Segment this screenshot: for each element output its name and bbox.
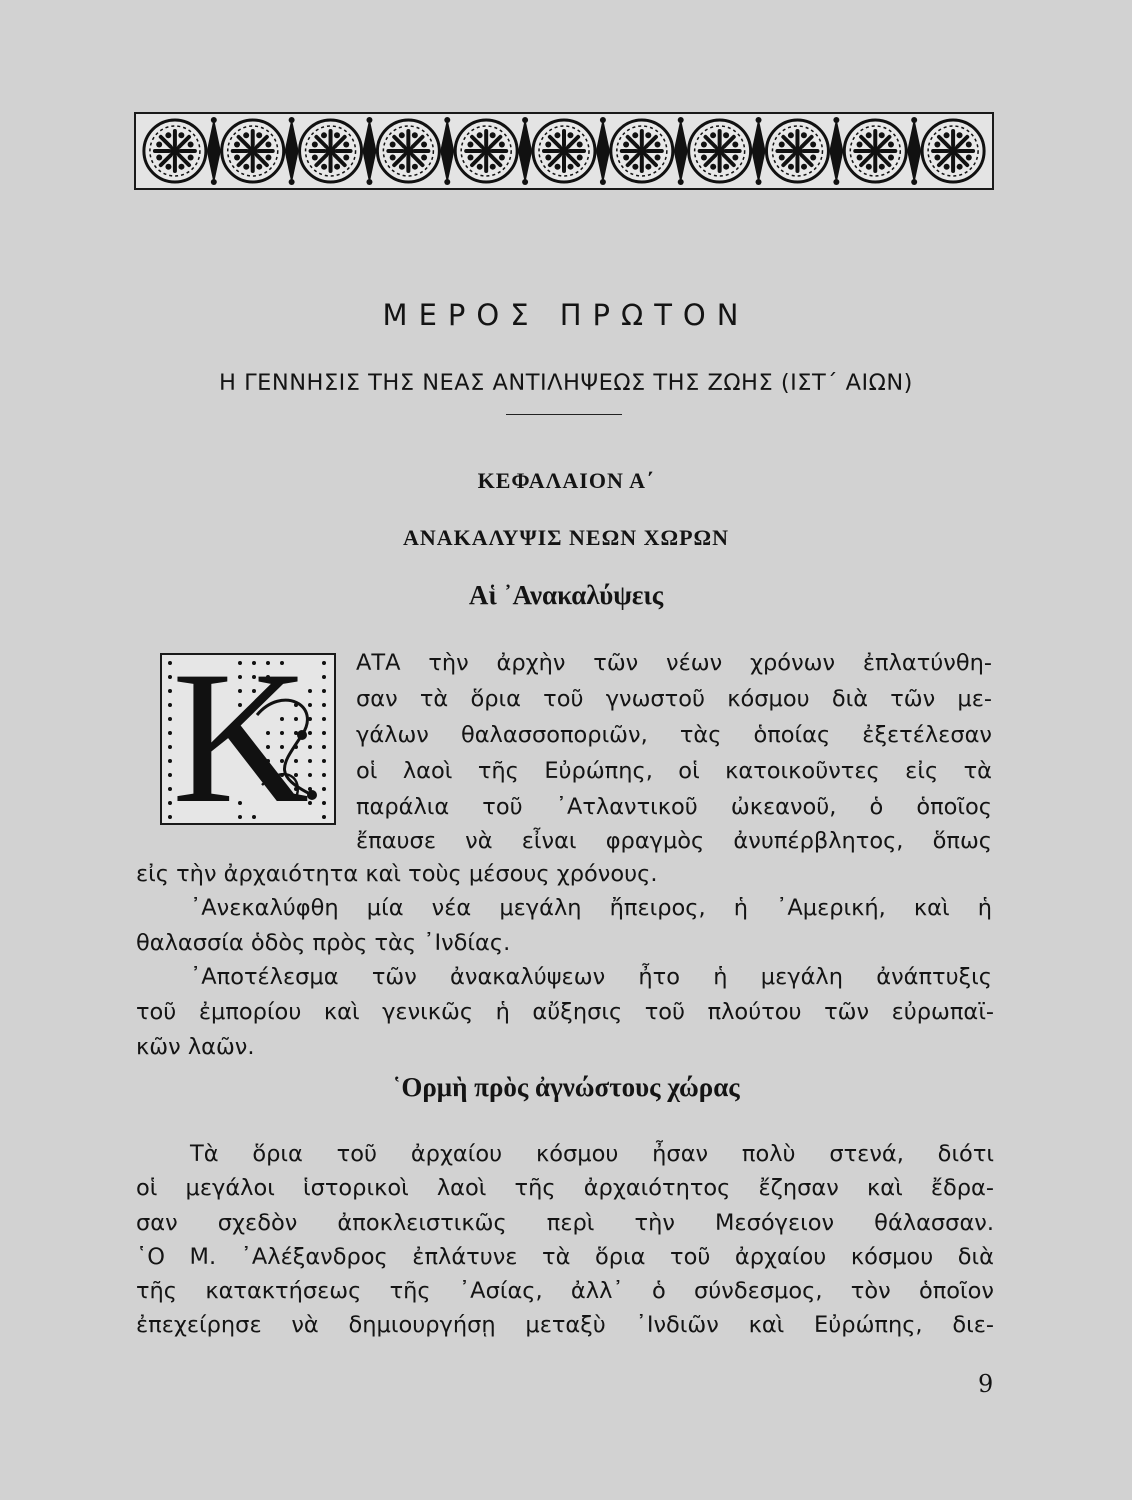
paragraph-line: ᾿Ανεκαλύφθη μία νέα μεγάλη ἤπειρος, ἡ ᾿Αμερική, καὶ ἡ xyxy=(190,895,992,921)
paragraph-line: ΑΤΑ τὴν ἀρχὴν τῶν νέων χρόνων ἐπλατύνθη- xyxy=(356,650,992,676)
page-number: 9 xyxy=(978,1370,994,1398)
paragraph-line: ᾿Αποτέλεσμα τῶν ἀνακαλύψεων ἦτο ἡ μεγάλη ἀνάπτυξις xyxy=(190,964,992,990)
paragraph-line: οἱ λαοὶ τῆς Εὐρώπης, οἱ κατοικοῦντες εἰς τὰ xyxy=(356,758,992,784)
paragraph-line: ἐπεχείρησε νὰ δημιουργήσῃ μεταξὺ ᾿Ινδιῶν καὶ Εὐρώπης, διε- xyxy=(136,1312,994,1338)
paragraph-line: Τὰ ὅρια τοῦ ἀρχαίου κόσμου ἦσαν πολὺ στενά, διότι xyxy=(190,1141,994,1167)
paragraph-line: εἰς τὴν ἀρχαιότητα καὶ τοὺς μέσους χρόνους. xyxy=(136,861,658,887)
paragraph-line: παράλια τοῦ ᾿Ατλαντικοῦ ὠκεανοῦ, ὁ ὁποῖος xyxy=(356,794,992,820)
ornamental-band xyxy=(134,112,994,190)
dropcap-letter: K xyxy=(172,653,310,825)
paragraph-line: τῆς κατακτήσεως τῆς ᾿Ασίας, ἀλλ᾿ ὁ σύνδεσμος, τὸν ὁποῖον xyxy=(136,1278,994,1304)
section-heading-quest: ῾Ορμὴ πρὸς ἀγνώστους χώρας xyxy=(392,1072,740,1102)
paragraph-line: οἱ μεγάλοι ἱστορικοὶ λαοὶ τῆς ἀρχαιότητος ἔζησαν καὶ ἔδρα- xyxy=(136,1175,994,1201)
chapter-title: ΑΝΑΚΑΛΥΨΙΣ ΝΕΩΝ ΧΩΡΩΝ xyxy=(402,525,730,550)
part-title: ΜΕΡΟΣ ΠΡΩΤΟΝ xyxy=(382,298,750,332)
chapter-label: ΚΕΦΑΛΑΙΟΝ Α΄ xyxy=(477,468,655,493)
paragraph-line: τοῦ ἐμπορίου καὶ γενικῶς ἡ αὔξησις τοῦ πλούτου τῶν εὐρωπαϊ- xyxy=(136,999,994,1025)
dropcap-illuminated-letter xyxy=(160,653,336,825)
paragraph-line: κῶν λαῶν. xyxy=(136,1034,255,1060)
divider-rule xyxy=(506,414,622,415)
paragraph-line: θαλασσία ὁδὸς πρὸς τὰς ᾿Ινδίας. xyxy=(136,930,511,956)
paragraph-line: σαν τὰ ὅρια τοῦ γνωστοῦ κόσμου διὰ τῶν με- xyxy=(356,686,992,712)
paragraph-line: σαν σχεδὸν ἀποκλειστικῶς περὶ τὴν Μεσόγειον θάλασσαν. xyxy=(136,1210,994,1236)
paragraph-line: ῾Ο Μ. ᾿Αλέξανδρος ἐπλάτυνε τὰ ὅρια τοῦ ἀρχαίου κόσμου διὰ xyxy=(136,1244,994,1270)
section-heading-discoveries: Αἱ ᾿Ανακαλύψεις xyxy=(468,580,664,610)
ornament-pattern xyxy=(136,114,992,188)
paragraph-line: γάλων θαλασσοποριῶν, τὰς ὁποίας ἐξετέλεσαν xyxy=(356,722,992,748)
part-subtitle: Η ΓΕΝΝΗΣΙΣ ΤΗΣ ΝΕΑΣ ΑΝΤΙΛΗΨΕΩΣ ΤΗΣ ΖΩΗΣ (ΙΣΤ΄ ΑΙΩΝ) xyxy=(219,370,913,396)
paragraph-line: ἔπαυσε νὰ εἶναι φραγμὸς ἀνυπέρβλητος, ὅπως xyxy=(356,828,992,854)
